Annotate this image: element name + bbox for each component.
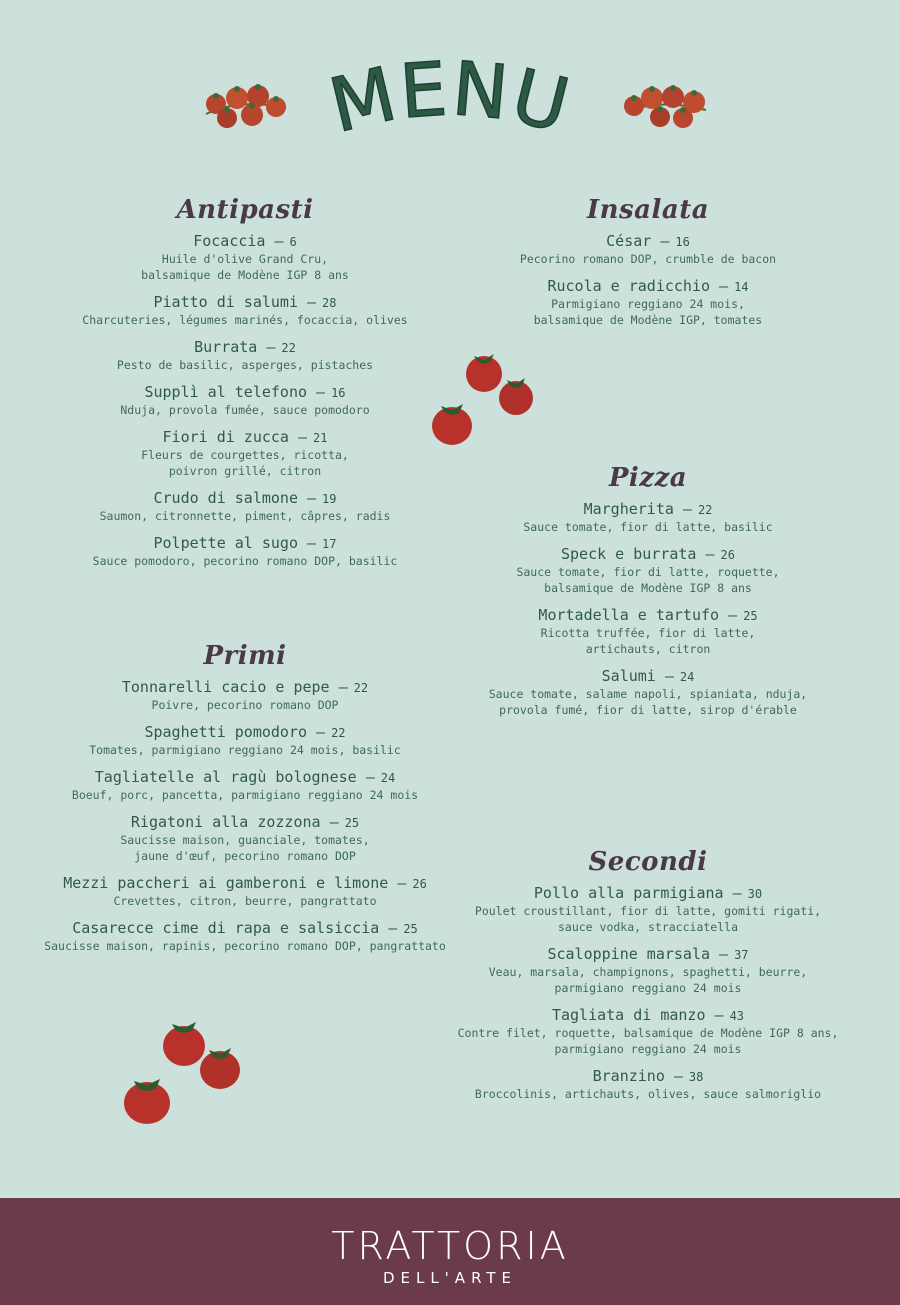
menu-item-title: Crudo di salmone – [153, 489, 317, 507]
menu-item-price: 19 [322, 492, 337, 506]
section-title-insalata: Insalata [586, 195, 710, 225]
menu-item [448, 1067, 848, 1102]
menu-item-name [30, 534, 460, 553]
footer-banner [0, 1198, 900, 1305]
menu-item-title: Burrata – [194, 338, 276, 356]
menu-item-price: 16 [675, 235, 690, 249]
menu-item-price: 25 [403, 922, 418, 936]
menu-item-name [448, 1006, 848, 1025]
menu-item-description: Pecorino romano DOP, crumble de bacon [519, 252, 777, 266]
menu-item-name [448, 606, 848, 625]
menu-item-price: 26 [720, 548, 735, 562]
menu-item-name [448, 884, 848, 903]
menu-item-title: Fiori di zucca – [162, 428, 308, 446]
menu-item-price: 37 [734, 948, 749, 962]
menu-item-title: Salumi – [601, 667, 674, 685]
menu-item [448, 545, 848, 596]
menu-item [30, 428, 460, 479]
menu-item-title: Tagliata di manzo – [551, 1006, 724, 1024]
section-insalata [448, 194, 848, 338]
menu-item-description: Sauce tomate, fior di latte, basilic [523, 520, 773, 534]
section-primi [30, 640, 460, 964]
menu-item-title: Focaccia – [193, 232, 284, 250]
menu-item-price: 25 [344, 816, 360, 830]
menu-item [448, 500, 848, 535]
menu-item-title: Casarecce cime di rapa e salsiccia – [72, 919, 398, 937]
menu-item-title: Branzino – [592, 1067, 683, 1085]
section-title-secondi: Secondi [588, 847, 708, 877]
menu-item-title: Piatto di salumi – [153, 293, 317, 311]
menu-item-name [30, 489, 460, 508]
menu-item-title: Margherita – [583, 500, 692, 518]
menu-item [448, 606, 848, 657]
menu-item-description: Broccolinis, artichauts, olives, sauce salmoriglio [474, 1087, 822, 1101]
menu-item-price: 30 [747, 887, 763, 901]
menu-item-title: Scaloppine marsala – [547, 945, 729, 963]
menu-item-price: 21 [313, 431, 328, 445]
menu-item [30, 383, 460, 418]
menu-item-price: 26 [412, 877, 427, 891]
menu-item-description: Saucisse maison, guanciale, tomates, jaune d'œuf, pecorino romano DOP [120, 833, 370, 863]
menu-item-price: 38 [688, 1070, 704, 1084]
menu-item [30, 768, 460, 803]
section-title-pizza: Pizza [608, 463, 688, 493]
menu-title-text: MENU [321, 52, 579, 151]
menu-item-title: Speck e burrata – [561, 545, 715, 563]
brand-name: TRATTORIA [331, 1224, 569, 1268]
menu-item-title: Polpette al sugo – [153, 534, 317, 552]
menu-item-description: Veau, marsala, champignons, spaghetti, beurre, parmigiano reggiano 24 mois [488, 965, 808, 995]
menu-item-description: Sauce tomate, fior di latte, roquette, balsamique de Modène IGP 8 ans [516, 565, 780, 595]
menu-item-name [448, 232, 848, 251]
menu-item-name [30, 232, 460, 251]
menu-item-price: 22 [281, 341, 296, 355]
menu-item-description: Ricotta truffée, fior di latte, artichauts, citron [540, 626, 756, 656]
menu-item-description: Huile d'olive Grand Cru, balsamique de Modène IGP 8 ans [141, 252, 349, 282]
menu-item-description: Tomates, parmigiano reggiano 24 mois, basilic [89, 743, 401, 757]
menu-item-description: Saucisse maison, rapinis, pecorino romano DOP, pangrattato [44, 939, 446, 953]
menu-item [30, 293, 460, 328]
menu-item-name [30, 813, 460, 832]
menu-item [448, 232, 848, 267]
menu-item-name [30, 428, 460, 447]
menu-item [448, 667, 848, 718]
menu-item-price: 22 [697, 503, 713, 517]
menu-item-price: 16 [331, 386, 346, 400]
menu-item-description: Saumon, citronnette, piment, câpres, radis [99, 509, 391, 523]
menu-item-name [448, 667, 848, 686]
menu-item [30, 919, 460, 954]
menu-item [30, 534, 460, 569]
menu-item-name [30, 383, 460, 402]
menu-item-description: Sauce tomate, salame napoli, spianiata, nduja, provola fumé, fior di latte, sirop d'érable [488, 687, 808, 717]
menu-item-price: 28 [322, 296, 337, 310]
menu-item [448, 884, 848, 935]
menu-item-description: Fleurs de courgettes, ricotta, poivron grillé, citron [141, 448, 349, 478]
menu-item-title: Pollo alla parmigiana – [533, 884, 742, 902]
section-antipasti [30, 194, 460, 579]
menu-item-price: 14 [734, 280, 749, 294]
section-title-antipasti: Antipasti [176, 195, 314, 225]
tomato-icon [120, 1018, 244, 1128]
menu-item-description: Charcuteries, légumes marinés, focaccia, olives [82, 313, 408, 327]
menu-item-title: Mortadella e tartufo – [538, 606, 738, 624]
menu-item-description: Parmigiano reggiano 24 mois, balsamique de Modène IGP, tomates [533, 297, 763, 327]
menu-item [30, 489, 460, 524]
menu-item-title: Rucola e radicchio – [547, 277, 729, 295]
menu-item-price: 17 [322, 537, 337, 551]
menu-item-description: Boeuf, porc, pancetta, parmigiano reggiano 24 mois [71, 788, 419, 802]
menu-item-description: Poivre, pecorino romano DOP [151, 698, 339, 712]
menu-item-price: 22 [331, 726, 346, 740]
menu-item-price: 22 [353, 681, 369, 695]
menu-item [448, 945, 848, 996]
menu-item-name [448, 545, 848, 564]
cherry-tomato-cluster-icon [620, 78, 712, 134]
menu-item [30, 723, 460, 758]
section-secondi [448, 846, 848, 1112]
menu-item-description: Sauce pomodoro, pecorino romano DOP, basilic [92, 554, 398, 568]
menu-item-name [30, 919, 460, 938]
menu-item-name [448, 277, 848, 296]
menu-title [0, 52, 900, 162]
menu-item-name [30, 678, 460, 697]
menu-item-price: 25 [743, 609, 758, 623]
menu-item [448, 1006, 848, 1057]
menu-item [30, 874, 460, 909]
menu-item-name [448, 1067, 848, 1086]
menu-item-name [30, 768, 460, 787]
menu-item [30, 232, 460, 283]
section-title-primi: Primi [203, 641, 287, 671]
menu-item-name [30, 338, 460, 357]
tomato-icon [428, 350, 538, 448]
menu-item-price: 24 [380, 771, 396, 785]
menu-item-title: Mezzi paccheri ai gamberoni e limone – [63, 874, 407, 892]
brand-subtitle: DELL'ARTE [382, 1269, 518, 1287]
menu-item [448, 277, 848, 328]
menu-item-description: Crevettes, citron, beurre, pangrattato [113, 894, 377, 908]
menu-item-price: 24 [679, 670, 695, 684]
menu-item-price: 6 [289, 235, 297, 249]
menu-item-price: 43 [729, 1009, 745, 1023]
menu-item-title: Supplì al telefono – [144, 383, 326, 401]
menu-item-title: Spaghetti pomodoro – [144, 723, 326, 741]
menu-item-description: Poulet croustillant, fior di latte, gomiti rigati, sauce vodka, stracciatella [474, 904, 822, 934]
menu-item-description: Nduja, provola fumée, sauce pomodoro [120, 403, 370, 417]
menu-item [30, 813, 460, 864]
menu-item-name [448, 500, 848, 519]
section-pizza [448, 462, 848, 728]
menu-title-arc [300, 52, 600, 162]
menu-item-title: Tonnarelli cacio e pepe – [121, 678, 348, 696]
menu-item-description: Contre filet, roquette, balsamique de Modène IGP 8 ans, parmigiano reggiano 24 mois [457, 1026, 839, 1056]
cherry-tomato-cluster-icon [200, 78, 292, 134]
menu-item [30, 338, 460, 373]
menu-item-title: César – [606, 232, 670, 250]
menu-item-name [30, 293, 460, 312]
menu-item-name [448, 945, 848, 964]
menu-item-description: Pesto de basilic, asperges, pistaches [116, 358, 374, 372]
menu-item-title: Rigatoni alla zozzona – [130, 813, 339, 831]
menu-item-name [30, 723, 460, 742]
menu-item-title: Tagliatelle al ragù bolognese – [94, 768, 375, 786]
menu-item [30, 678, 460, 713]
menu-item-name [30, 874, 460, 893]
